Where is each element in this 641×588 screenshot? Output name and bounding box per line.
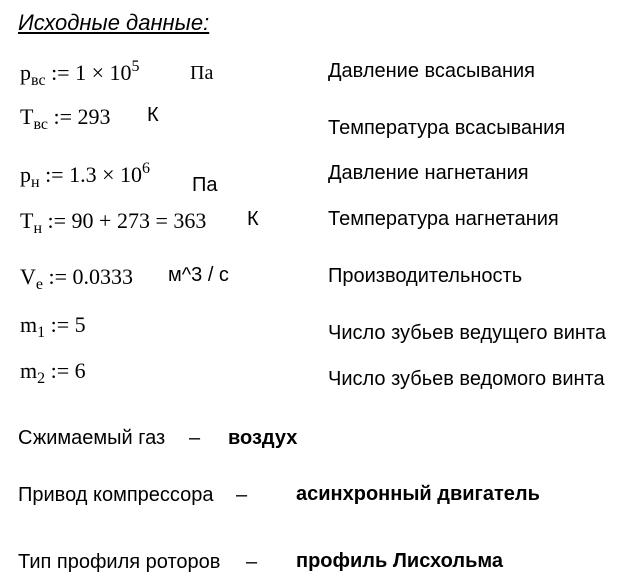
fact-profile-label: Тип профиля роторов: [18, 551, 221, 573]
desc-p-suction: Давление всасывания: [328, 60, 535, 82]
param-teeth-driving: [20, 312, 86, 342]
param-t-suction: [20, 104, 111, 134]
section-heading: Исходные данные:: [18, 10, 210, 35]
value: 1 × 10: [75, 60, 132, 85]
assign-operator: :=: [53, 104, 73, 129]
fact-drive-label: Привод компрессора: [18, 484, 214, 506]
symbol: m: [20, 312, 38, 337]
param-p-discharge: [20, 160, 150, 192]
symbol: p: [20, 162, 31, 187]
subscript: вс: [33, 116, 49, 133]
unit-p-suction: Па: [190, 62, 214, 84]
value: 90 + 273 = 363: [71, 208, 207, 233]
symbol: T: [20, 104, 34, 129]
value: 6: [74, 358, 86, 383]
value: 1.3 × 10: [69, 162, 143, 187]
exponent: 6: [142, 160, 151, 177]
assign-operator: :=: [50, 358, 70, 383]
subscript: 1: [37, 324, 46, 341]
fact-drive-value: асинхронный двигатель: [296, 483, 540, 505]
value: 293: [77, 104, 111, 129]
unit-capacity: м^3 / с: [168, 264, 229, 286]
subscript: e: [35, 276, 43, 293]
symbol: p: [20, 60, 31, 85]
assign-operator: :=: [47, 208, 67, 233]
value: 5: [74, 312, 86, 337]
exponent: 5: [131, 58, 140, 75]
desc-t-discharge: Температура нагнетания: [328, 208, 559, 230]
symbol: T: [20, 208, 34, 233]
desc-teeth-driven: Число зубьев ведомого винта: [328, 368, 605, 390]
param-teeth-driven: [20, 358, 86, 388]
desc-t-suction: Температура всасывания: [328, 117, 566, 139]
subscript: н: [33, 220, 43, 237]
subscript: вс: [31, 72, 46, 89]
unit-t-suction: К: [147, 104, 159, 126]
param-t-discharge: [20, 208, 206, 238]
desc-p-discharge: Давление нагнетания: [328, 162, 529, 184]
fact-profile-value: профиль Лисхольма: [296, 550, 504, 572]
fact-profile-dash: –: [246, 551, 258, 573]
assign-operator: :=: [51, 60, 70, 85]
fact-gas-dash: –: [189, 427, 201, 449]
unit-t-discharge: К: [247, 208, 259, 230]
fact-gas-label: Сжимаемый газ: [18, 427, 166, 449]
fact-drive-dash: –: [236, 484, 248, 506]
value: 0.0333: [72, 264, 134, 289]
subscript: н: [31, 174, 40, 191]
symbol: m: [20, 358, 38, 383]
unit-p-discharge: Па: [192, 174, 218, 196]
assign-operator: :=: [50, 312, 70, 337]
fact-gas-value: воздух: [228, 427, 298, 449]
subscript: 2: [37, 370, 46, 387]
desc-teeth-driving: Число зубьев ведущего винта: [328, 322, 606, 344]
symbol: V: [20, 264, 36, 289]
param-capacity: [20, 264, 133, 294]
assign-operator: :=: [45, 162, 64, 187]
param-p-suction: [20, 58, 140, 90]
desc-capacity: Производительность: [328, 265, 523, 287]
assign-operator: :=: [48, 264, 68, 289]
